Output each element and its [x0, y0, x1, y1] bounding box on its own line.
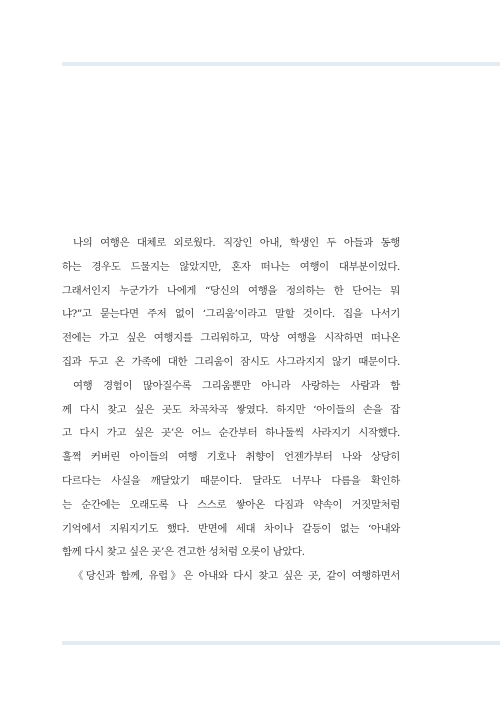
- text-line: 냐?”고 묻는다면 주저 없이 ‘그리움’이라고 말할 것이다. 집을 나서기: [62, 308, 400, 321]
- text-line: 전에는 가고 싶은 여행지를 그리워하고, 막상 여행을 시작하면 떠나온: [62, 332, 400, 345]
- body-text: [62, 232, 400, 589]
- text-line: 는 순간에는 오래도록 나 스스로 쌓아온 다짐과 약속이 거짓말처럼: [62, 498, 400, 511]
- top-rule: [62, 62, 500, 66]
- text-line: 고 다시 가고 싶은 곳’은 어느 순간부터 하나둘씩 사라지기 시작했다.: [62, 427, 400, 440]
- bottom-rule: [62, 641, 500, 645]
- text-line: 그래서인지 누군가가 나에게 “당신의 여행을 정의하는 한 단어는 뭐: [62, 284, 400, 297]
- text-line: 께 다시 찾고 싶은 곳도 차곡차곡 쌓였다. 하지만 ‘아이들의 손을 잡: [62, 403, 400, 416]
- text-line: 훌쩍 커버린 아이들의 여행 기호나 취향이 언젠가부터 나와 상당히: [62, 451, 400, 464]
- text-line: 여행 경험이 많아질수록 그리움뿐만 아니라 사랑하는 사람과 함: [73, 379, 400, 392]
- text-line: 기억에서 지워지기도 했다. 반면에 세대 차이나 갈등이 없는 ‘아내와: [62, 522, 400, 535]
- text-line: 함께 다시 찾고 싶은 곳’은 견고한 성처럼 오롯이 남았다.: [62, 546, 305, 559]
- text-line: 집과 두고 온 가족에 대한 그리움이 잠시도 사그라지지 않기 때문이다.: [62, 355, 400, 368]
- text-line: 나의 여행은 대체로 외로웠다. 직장인 아내, 학생인 두 아들과 동행: [73, 237, 400, 249]
- text-line: 하는 경우도 드물지는 않았지만, 혼자 떠나는 여행이 대부분이었다.: [62, 260, 400, 273]
- text-line: 다르다는 사실을 깨달았기 때문이다. 달라도 너무나 다름을 확인하: [62, 474, 400, 487]
- text-line: 《당신과 함께, 유럽》은 아내와 다시 찾고 싶은 곳, 같이 여행하면서: [73, 570, 400, 583]
